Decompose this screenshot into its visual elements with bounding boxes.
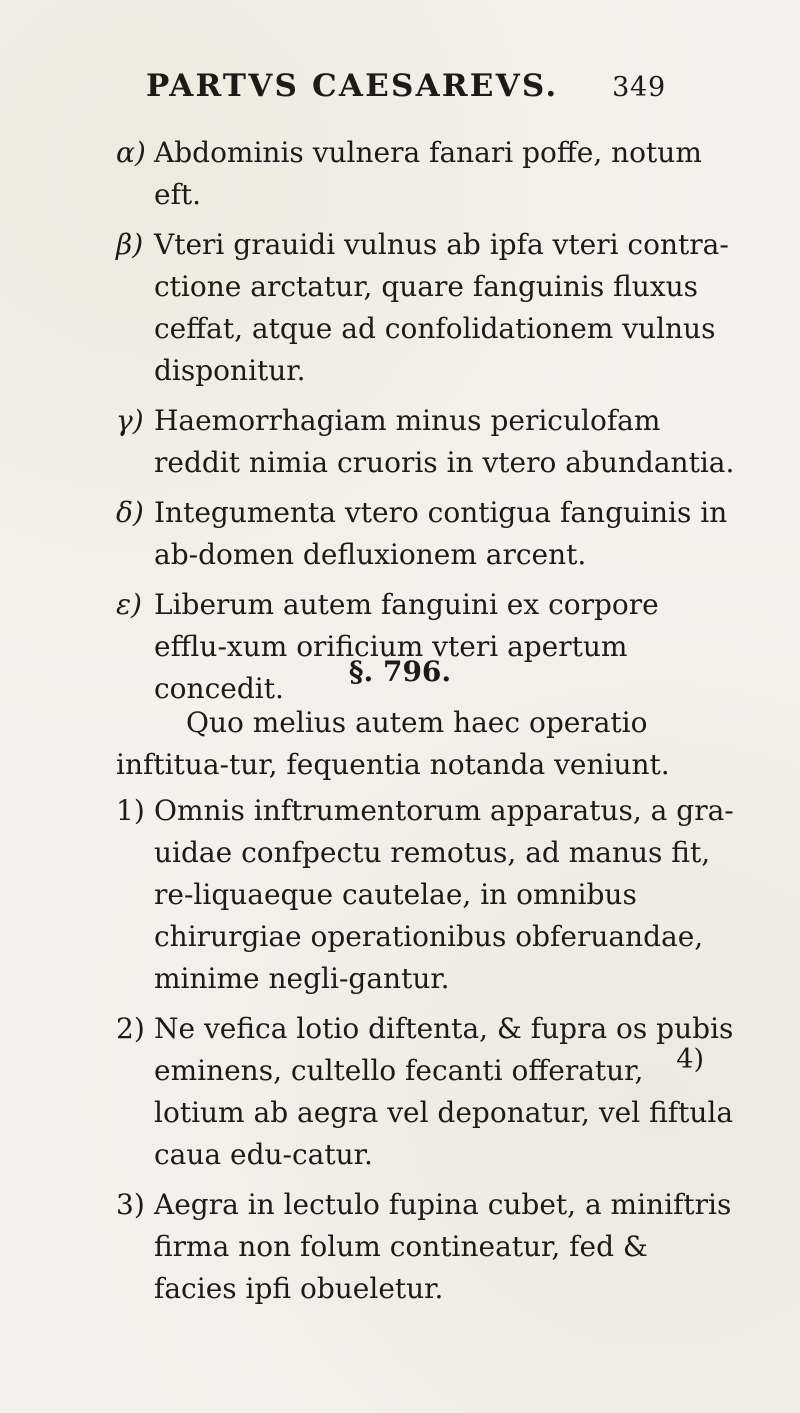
list-text: Haemorrhagiam minus periculofam reddit nimia cruoris in vtero abundantia.	[154, 404, 735, 479]
list-text: Integumenta vtero contigua fanguinis in ab-domen defluxionem arcent.	[154, 496, 728, 571]
list-marker: 3)	[116, 1188, 145, 1221]
list-item	[116, 224, 736, 392]
list-item	[116, 132, 736, 216]
greek-list	[116, 132, 736, 718]
list-marker: 2)	[116, 1012, 145, 1045]
list-marker: ε)	[116, 588, 142, 621]
list-text: Aegra in lectulo fupina cubet, a miniftris firma non folum contineatur, fed & facies ipfi obueletur.	[154, 1188, 732, 1305]
header-title: PARTVS CAESAREVS.	[146, 68, 559, 104]
list-item	[116, 1008, 736, 1176]
list-marker: 1)	[116, 794, 145, 827]
list-text: Liberum autem fanguini ex corpore efflu-xum orificium vteri apertum concedit.	[154, 588, 659, 705]
list-text: Omnis inftrumentorum apparatus, a gra-uidae confpectu remotus, ad manus fit, re-liquaeque cautelae, in omnibus chirurgiae operationibus obferuandae, minime negli-gantur.	[154, 794, 734, 995]
list-marker: γ)	[116, 404, 144, 437]
page-number: 349	[612, 72, 666, 103]
list-item	[116, 790, 736, 1000]
list-text: Ne vefica lotio diftenta, & fupra os pubis eminens, cultello fecanti offeratur, lotium ab aegra vel deponatur, vel fiftula caua edu-catur.	[154, 1012, 734, 1171]
list-text: Vteri grauidi vulnus ab ipfa vteri contra-ctione arctatur, quare fanguinis fluxus ceffat, atque ad confolidationem vulnus disponitur.	[154, 228, 729, 387]
list-item	[116, 492, 736, 576]
numbered-list	[116, 790, 736, 1318]
list-item	[116, 400, 736, 484]
list-marker: α)	[116, 136, 146, 169]
list-marker: δ)	[116, 496, 144, 529]
section-number: §. 796.	[348, 655, 452, 688]
running-header	[146, 68, 666, 104]
section-intro: Quo melius autem haec operatio inftitua-tur, fequentia notanda veniunt.	[116, 706, 670, 781]
list-marker: β)	[116, 228, 144, 261]
list-item	[116, 584, 736, 710]
catchword: 4)	[676, 1044, 704, 1075]
list-item	[116, 1184, 736, 1310]
list-text: Abdominis vulnera fanari poffe, notum eft.	[154, 136, 702, 211]
